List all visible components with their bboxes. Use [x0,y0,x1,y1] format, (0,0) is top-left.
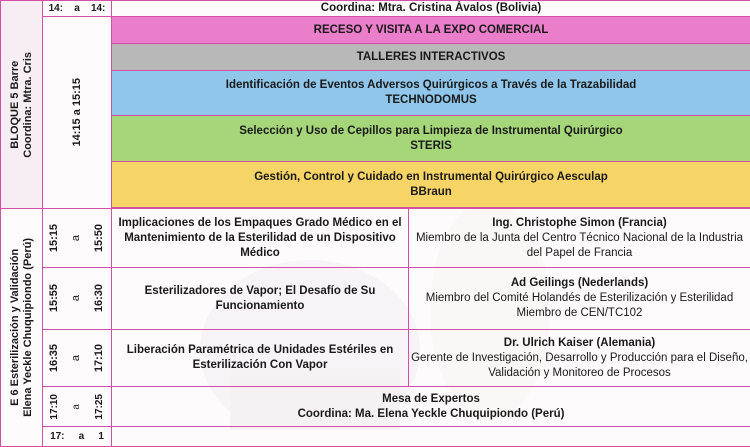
session1-time [43,209,112,268]
band-steris [112,116,750,162]
block6-title-line2: Elena Yeckle Chuquipiondo (Perú) [22,238,34,417]
block6-title [9,238,35,417]
block6-title-cell [1,209,43,447]
session3-end: 17:10 [92,344,107,372]
band-technodomus-title: Identificación de Eventos Adversos Quirúrgicos a Través de la Trazabilidad [112,78,750,93]
mesa-expertos [112,387,750,427]
block5-title-line2: Coordina: Mtra. Cris [22,52,34,158]
mesa-start: 17:10 [47,394,62,420]
last-row-end: 1 [98,429,104,444]
session3-a: a [69,355,84,361]
session2-speaker: Ad Geilings (Nederlands) [409,276,750,291]
mesa-a: a [69,404,84,410]
last-row-start: 17: [50,429,64,444]
band-receso: RECESO Y VISITA A LA EXPO COMERCIAL [112,17,750,44]
mesa-time [43,387,112,427]
mesa-end: 17:25 [92,394,107,420]
session3-speaker-desc: Gerente de Investigación, Desarrollo y Producción para el Diseño, Validación y Monitoreo de Procesos [409,351,750,381]
time-end: 14: [91,1,105,16]
session1-a: a [69,235,84,241]
block5-time-range: 14:15 a 15:15 [70,78,85,147]
session1-talk: Implicaciones de los Empaques Grado Médico en el Mantenimiento de la Esterilidad de un Dispositivo Médico [112,209,409,268]
band-talleres: TALLERES INTERACTIVOS [112,44,750,71]
session2-speaker-cell [409,268,750,330]
block5-time-top [43,1,112,17]
session1-speaker-desc: Miembro de la Junta del Centro Técnico Nacional de la Industria del Papel de Francia [409,231,750,261]
session2-a: a [69,295,84,301]
session2-time [43,268,112,330]
block5-title-line1: BLOQUE 5 Barre [9,60,21,148]
time-a: a [74,1,80,16]
band-bbraun-title: Gestión, Control y Cuidado en Instrumental Quirúrgico Aesculap [112,170,750,185]
session1-speaker-cell [409,209,750,268]
session3-time [43,330,112,387]
band-technodomus-sponsor: TECHNODOMUS [112,93,750,108]
block5-title-cell [1,1,43,209]
band-steris-title: Selección y Uso de Cepillos para Limpieza de Instrumental Quirúrgico [112,124,750,139]
band-bbraun-sponsor: BBraun [112,185,750,200]
band-bbraun [112,162,750,208]
session1-start: 15:15 [47,224,62,252]
time-start: 14: [49,1,63,16]
block6-title-line1: E 6 Esterilización y Validación [9,249,21,406]
band-technodomus [112,71,750,116]
mesa-coordina: Coordina: Ma. Elena Yeckle Chuquipiondo (Perú) [112,407,750,422]
last-row-a: a [79,429,85,444]
session3-start: 16:35 [47,344,62,372]
session3-talk: Liberación Paramétrica de Unidades Estériles en Esterilización Con Vapor [112,330,409,387]
session2-end: 16:30 [92,284,107,312]
session3-speaker: Dr. Ulrich Kaiser (Alemania) [409,336,750,351]
session2-talk: Esterilizadores de Vapor; El Desafío de Su Funcionamiento [112,268,409,330]
band-steris-sponsor: STERIS [112,139,750,154]
session1-end: 15:50 [92,224,107,252]
mesa-title: Mesa de Expertos [112,392,750,407]
block5-coordina: Coordina: Mtra. Cristina Ávalos (Bolivia) [112,1,750,17]
session2-start: 15:55 [47,284,62,312]
session1-speaker: Ing. Christophe Simon (Francia) [409,216,750,231]
session2-speaker-desc: Miembro del Comité Holandés de Esterilización y Esterilidad Miembro de CEN/TC102 [409,291,750,321]
block5-title [9,52,35,158]
session3-speaker-cell [409,330,750,387]
block5-time-range-cell [43,17,112,209]
